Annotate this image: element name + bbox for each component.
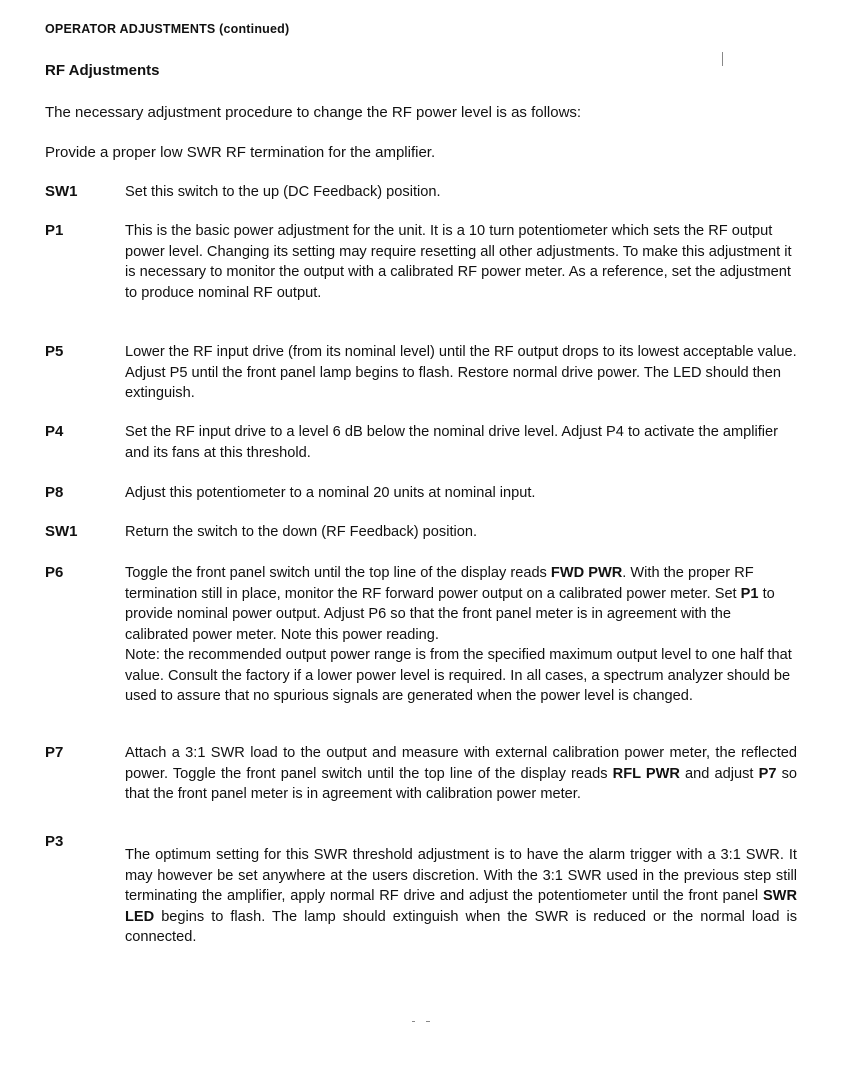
text-segment: and adjust — [679, 765, 759, 782]
item-label: SW1 — [45, 523, 78, 540]
control-ref-p1: P1 — [740, 585, 759, 602]
item-label: P7 — [45, 744, 64, 761]
item-description: Lower the RF input drive (from its nominal level) until the RF output drops to its lowest acceptable value. Adjust P5 until the front panel lamp begins to flash. Restore normal drive power. The LED should then extinguish. — [125, 344, 797, 401]
intro-paragraph-2: Provide a proper low SWR RF termination for the amplifier. — [45, 144, 436, 161]
text-segment: Toggle the front panel switch until the top line of the display reads — [125, 565, 551, 581]
scan-mark — [426, 1021, 430, 1022]
item-label: P8 — [45, 484, 64, 501]
item-label: P3 — [45, 833, 64, 850]
item-label: P4 — [45, 423, 64, 440]
display-mode-rfl-pwr: RFL PWR — [612, 765, 680, 782]
item-description: Set this switch to the up (DC Feedback) position. — [125, 184, 441, 200]
scan-mark — [412, 1021, 415, 1022]
item-label: SW1 — [45, 183, 78, 200]
text-segment: begins to flash. The lamp should extinguish when the SWR is reduced or the normal load is connected. — [125, 908, 797, 945]
item-description — [125, 845, 797, 948]
section-title: RF Adjustments — [45, 62, 160, 79]
text-segment: . With the proper RF termination still in place, monitor the RF forward power output on a calibrated power meter. Set — [125, 565, 754, 602]
note-paragraph: Note: the recommended output power range is from the specified maximum output level to one half that value. Consult the factory if a lower power level is required. In all cases, a spectrum analyzer should be used to assure that no spurious signals are generated when the power level is changed. — [125, 647, 792, 704]
item-label: P1 — [45, 222, 64, 239]
item-label: P5 — [45, 343, 64, 360]
control-ref-p7: P7 — [758, 765, 777, 782]
item-label: P6 — [45, 564, 64, 581]
indicator-swr-led: SWR LED — [125, 888, 797, 925]
text-segment: so that the front panel meter is in agreement with calibration power meter. — [125, 765, 798, 802]
item-description — [125, 743, 797, 805]
text-segment: The optimum setting for this SWR threshold adjustment is to have the alarm trigger with a 3:1 SWR. It may however be set anywhere at the users discretion. With the 3:1 SWR used in the previous step still terminating the amplifier, apply normal RF drive and adjust the potentiometer until the front panel — [125, 847, 797, 904]
item-description: Set the RF input drive to a level 6 dB below the nominal drive level. Adjust P4 to activate the amplifier and its fans at this threshold. — [125, 424, 779, 461]
page-header: OPERATOR ADJUSTMENTS (continued) — [45, 22, 290, 36]
intro-paragraph-1: The necessary adjustment procedure to change the RF power level is as follows: — [45, 104, 582, 121]
item-description: This is the basic power adjustment for the unit. It is a 10 turn potentiometer which sets the RF output power level. Changing its setting may require resetting all other adjustments. To make this adjustment it is necessary to monitor the output with a calibrated RF power meter. As a reference, set the adjustment to produce nominal RF output. — [125, 223, 792, 301]
item-description — [125, 563, 797, 707]
text-segment: to provide nominal power output. Adjust P6 so that the front panel meter is in agreement with the calibrated power meter. Note this power reading. — [125, 585, 775, 643]
item-description: Adjust this potentiometer to a nominal 20 units at nominal input. — [125, 485, 536, 501]
display-mode-fwd-pwr: FWD PWR — [550, 565, 623, 581]
text-segment: Attach a 3:1 SWR load to the output and measure with external calibration power meter, the reflected power. Toggle the front panel switch until the top line of the display reads — [125, 745, 797, 782]
item-description: Return the switch to the down (RF Feedback) position. — [125, 524, 478, 540]
scan-mark — [722, 52, 723, 66]
